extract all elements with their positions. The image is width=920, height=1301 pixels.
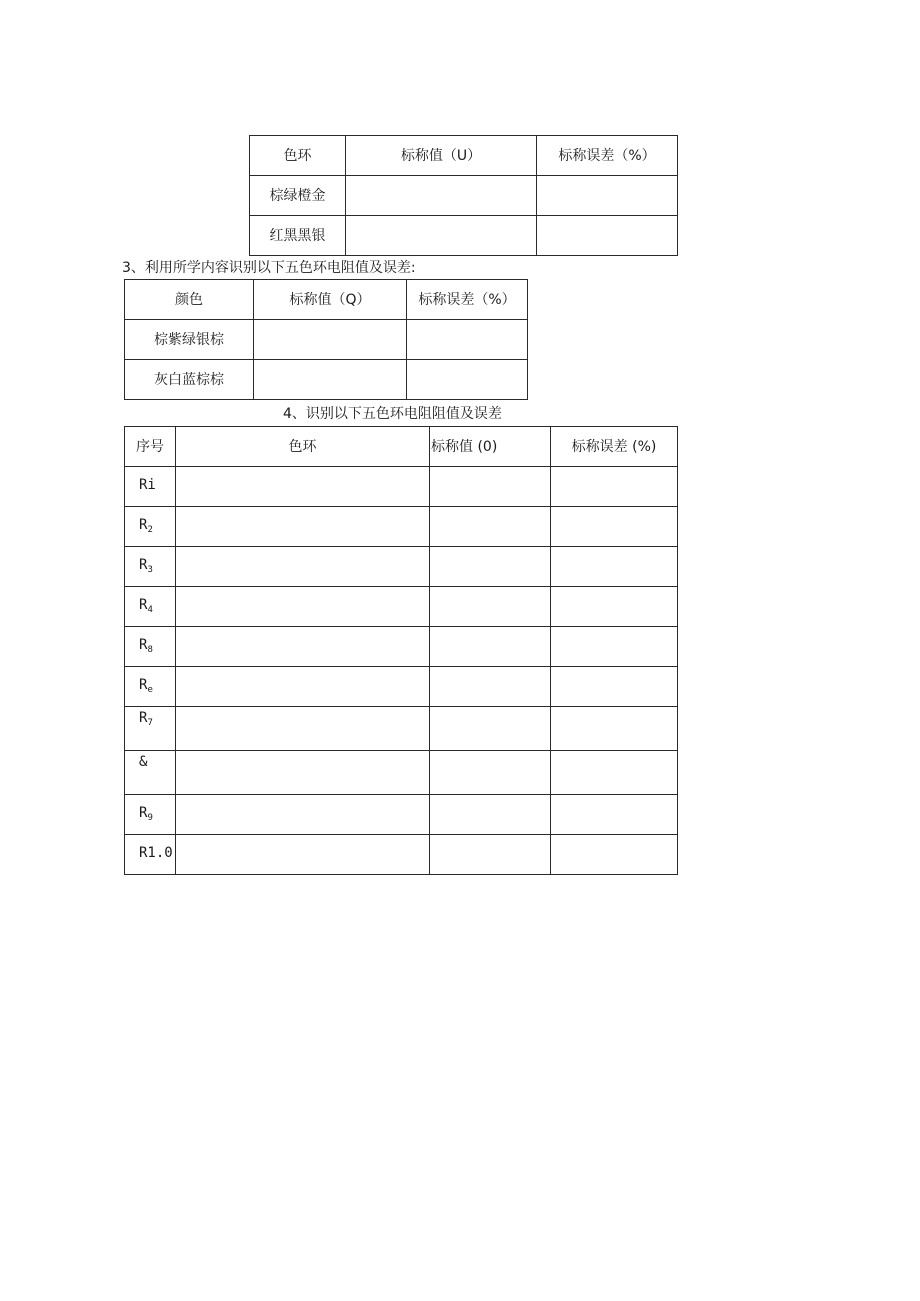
header-index: 序号	[125, 427, 176, 467]
value-cell[interactable]	[430, 587, 551, 627]
value-cell[interactable]	[346, 216, 537, 256]
color-ring-cell[interactable]	[176, 547, 430, 587]
value-cell[interactable]	[254, 320, 407, 360]
table-row	[125, 467, 678, 507]
section-3-caption: 3、利用所学内容识别以下五色环电阻值及误差:	[122, 260, 416, 276]
error-cell[interactable]	[551, 751, 678, 795]
value-cell[interactable]	[254, 360, 407, 400]
error-cell[interactable]	[551, 467, 678, 507]
error-cell[interactable]	[537, 216, 678, 256]
table-row	[125, 360, 528, 400]
error-cell[interactable]	[551, 627, 678, 667]
error-cell[interactable]	[551, 587, 678, 627]
color-ring-cell[interactable]	[176, 795, 430, 835]
header-nominal-error: 标称误差（%）	[407, 280, 528, 320]
value-cell[interactable]	[430, 835, 551, 875]
resistor-identification-table	[124, 426, 678, 875]
row-index: $R_2$	[125, 507, 176, 547]
color-cell: 棕紫绿银棕	[125, 320, 254, 360]
error-cell[interactable]	[551, 835, 678, 875]
table-header-row	[125, 280, 528, 320]
color-ring-cell[interactable]	[176, 467, 430, 507]
color-ring-cell: 红黑黑银	[250, 216, 346, 256]
table-row	[125, 751, 678, 795]
row-index: R1.0	[125, 835, 176, 875]
color-ring-cell: 棕绿橙金	[250, 176, 346, 216]
table-row	[125, 707, 678, 751]
color-ring-cell[interactable]	[176, 835, 430, 875]
color-ring-cell[interactable]	[176, 667, 430, 707]
color-ring-cell[interactable]	[176, 507, 430, 547]
row-index: &	[125, 751, 176, 795]
color-ring-cell[interactable]	[176, 627, 430, 667]
row-index: $R_7$	[125, 707, 176, 751]
header-color-ring: 色环	[176, 427, 430, 467]
value-cell[interactable]	[430, 507, 551, 547]
row-index: $R_9$	[125, 795, 176, 835]
color-ring-cell[interactable]	[176, 751, 430, 795]
value-cell[interactable]	[430, 467, 551, 507]
value-cell[interactable]	[430, 707, 551, 751]
value-cell[interactable]	[346, 176, 537, 216]
table-header-row	[125, 427, 678, 467]
table-header-row	[250, 136, 678, 176]
row-index: $R_e$	[125, 667, 176, 707]
value-cell[interactable]	[430, 547, 551, 587]
header-color: 颜色	[125, 280, 254, 320]
table-row	[125, 667, 678, 707]
header-nominal-error: 标称误差（%）	[537, 136, 678, 176]
row-index: $R_3$	[125, 547, 176, 587]
table-row	[125, 835, 678, 875]
error-cell[interactable]	[551, 507, 678, 547]
color-ring-cell[interactable]	[176, 707, 430, 751]
header-color-ring: 色环	[250, 136, 346, 176]
value-cell[interactable]	[430, 795, 551, 835]
table-row	[250, 216, 678, 256]
row-index: $R_8$	[125, 627, 176, 667]
row-index: Ri	[125, 467, 176, 507]
table-row	[125, 795, 678, 835]
table-row	[125, 587, 678, 627]
color-ring-cell[interactable]	[176, 587, 430, 627]
header-nominal-value: 标称值（U）	[346, 136, 537, 176]
table-row	[125, 507, 678, 547]
resistor-table-five-band	[124, 279, 528, 400]
table-row	[125, 627, 678, 667]
table-row	[125, 320, 528, 360]
color-cell: 灰白蓝棕棕	[125, 360, 254, 400]
table-row	[250, 176, 678, 216]
header-nominal-value: 标称值（Q）	[254, 280, 407, 320]
error-cell[interactable]	[407, 320, 528, 360]
error-cell[interactable]	[551, 547, 678, 587]
error-cell[interactable]	[537, 176, 678, 216]
section-4-caption: 4、识别以下五色环电阻阻值及误差	[283, 406, 502, 422]
error-cell[interactable]	[407, 360, 528, 400]
value-cell[interactable]	[430, 627, 551, 667]
value-cell[interactable]	[430, 751, 551, 795]
resistor-table-four-band	[249, 135, 678, 256]
error-cell[interactable]	[551, 667, 678, 707]
row-index: $R_4$	[125, 587, 176, 627]
table-row	[125, 547, 678, 587]
header-nominal-error: 标称误差 (%)	[551, 427, 678, 467]
value-cell[interactable]	[430, 667, 551, 707]
error-cell[interactable]	[551, 795, 678, 835]
error-cell[interactable]	[551, 707, 678, 751]
header-nominal-value: 标称值 (0)	[430, 427, 551, 467]
